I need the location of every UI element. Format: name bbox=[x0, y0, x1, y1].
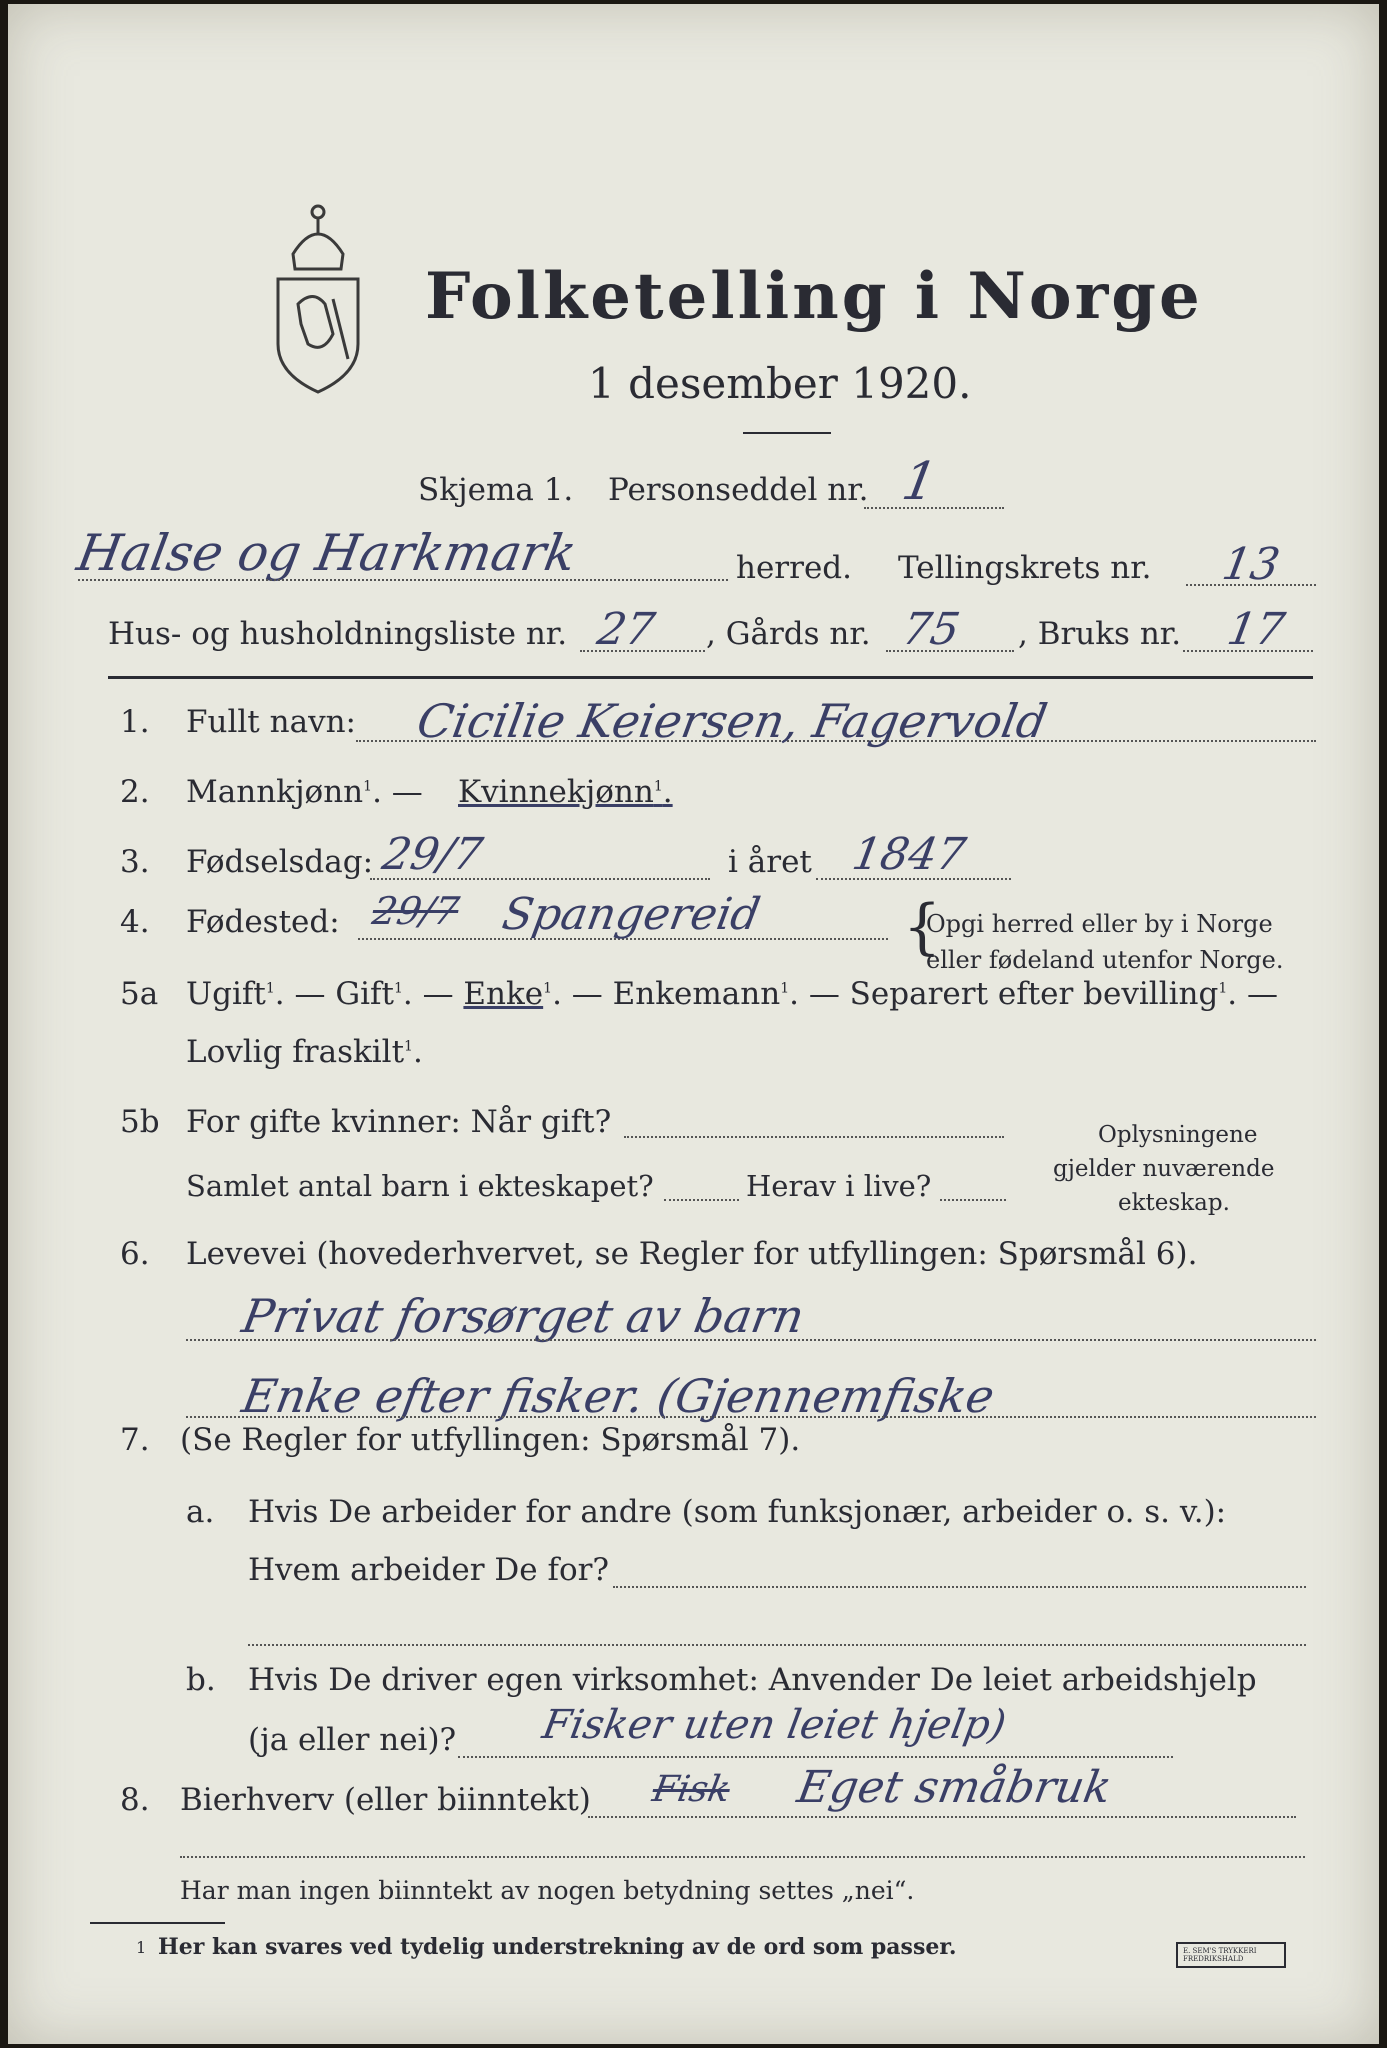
personseddel-label: Personseddel nr. bbox=[608, 472, 869, 508]
q2-number: 2. bbox=[120, 774, 150, 810]
q7-number: 7. bbox=[120, 1422, 150, 1458]
header-divider bbox=[108, 676, 1313, 679]
q5b-number: 5b bbox=[120, 1104, 160, 1140]
q4-number: 4. bbox=[120, 904, 150, 940]
employer-line bbox=[613, 1586, 1306, 1588]
gards-value: 75 bbox=[898, 604, 964, 655]
marriage-note-2: gjelder nuværende bbox=[1053, 1156, 1275, 1182]
employer-line-2 bbox=[248, 1644, 1306, 1646]
q7a-number: a. bbox=[186, 1494, 215, 1530]
q3-label: Fødselsdag: bbox=[186, 844, 374, 880]
printer-stamp: E. SEM'S TRYKKERI FREDRIKSHALD bbox=[1176, 1942, 1286, 1968]
alive-label: Herav i live? bbox=[746, 1169, 932, 1203]
q8-number: 8. bbox=[120, 1782, 150, 1818]
divorced-label: Lovlig fraskilt$^1$. bbox=[186, 1034, 423, 1070]
male-label: Mannkjønn$^1$. — bbox=[186, 774, 423, 810]
year-label: i året bbox=[728, 844, 812, 880]
herred-label: herred. bbox=[736, 550, 852, 586]
footnote-text: Her kan svares ved tydelig understrekning av de ord som passer. bbox=[158, 1934, 957, 1960]
personseddel-line bbox=[864, 507, 1004, 509]
side-income-value: Eget småbruk bbox=[793, 1762, 1116, 1813]
children-label: Samlet antal barn i ekteskapet? bbox=[186, 1169, 654, 1203]
bruks-value: 17 bbox=[1223, 604, 1289, 655]
married-when-line bbox=[624, 1136, 1004, 1138]
gards-label: , Gårds nr. bbox=[706, 616, 871, 652]
hired-help-value: Fisker uten leiet hjelp) bbox=[538, 1702, 1010, 1748]
tellingskrets-label: Tellingskrets nr. bbox=[898, 550, 1152, 586]
side-income-line bbox=[588, 1816, 1296, 1818]
q7b-number: b. bbox=[186, 1662, 216, 1698]
occupation-line-1: Privat forsørget av barn bbox=[238, 1289, 809, 1343]
side-income-line-2 bbox=[180, 1856, 1305, 1858]
marriage-note-1: Oplysningene bbox=[1098, 1122, 1258, 1148]
tellingskrets-value: 13 bbox=[1218, 539, 1284, 590]
brace: { bbox=[903, 892, 942, 962]
side-income-struck: Fisk bbox=[649, 1769, 734, 1810]
q7-label: (Se Regler for utfyllingen: Spørsmål 7). bbox=[180, 1422, 801, 1458]
q3-number: 3. bbox=[120, 844, 150, 880]
birthplace-note-1: Opgi herred eller by i Norge bbox=[926, 910, 1273, 938]
census-date: 1 desember 1920. bbox=[588, 359, 972, 408]
q5a-number: 5a bbox=[120, 976, 159, 1012]
birthday-value: 29/7 bbox=[378, 829, 487, 880]
q4-label: Fødested: bbox=[186, 904, 340, 940]
birthplace-note-2: eller fødeland utenfor Norge. bbox=[926, 946, 1284, 974]
married-when-label: For gifte kvinner: Når gift? bbox=[186, 1104, 612, 1140]
hired-help-line bbox=[458, 1756, 1173, 1758]
birthplace-struck: 29/7 bbox=[369, 889, 463, 933]
skjema-label: Skjema 1. bbox=[418, 472, 574, 508]
marriage-note-3: ekteskap. bbox=[1118, 1190, 1230, 1216]
female-label: Kvinnekjønn$^1$. bbox=[458, 774, 673, 810]
footnote-mark: 1 bbox=[136, 1938, 147, 1957]
herred-line bbox=[78, 579, 728, 581]
full-name-value: Cicilie Keiersen, Fagervold bbox=[413, 694, 1052, 748]
q6-label: Levevei (hovederhvervet, se Regler for utfyllingen: Spørsmål 6). bbox=[186, 1236, 1198, 1272]
title-divider bbox=[743, 432, 831, 434]
hus-label: Hus- og husholdningsliste nr. bbox=[108, 616, 568, 652]
occupation-rule-1 bbox=[186, 1339, 1316, 1341]
q7b-label-1: Hvis De driver egen virksomhet: Anvender De leiet arbeidshjelp bbox=[248, 1662, 1257, 1698]
alive-line bbox=[940, 1199, 1006, 1201]
norwegian-coat-of-arms-icon bbox=[263, 194, 373, 394]
footnote-divider bbox=[90, 1922, 225, 1924]
q7b-label-2: (ja eller nei)? bbox=[248, 1722, 457, 1758]
q1-number: 1. bbox=[120, 704, 150, 740]
birthplace-value: Spangereid bbox=[498, 889, 764, 940]
q6-number: 6. bbox=[120, 1236, 150, 1272]
no-income-note: Har man ingen biinntekt av nogen betydning settes „nei“. bbox=[180, 1876, 915, 1905]
form-title: Folketelling i Norge bbox=[425, 259, 1203, 334]
herred-value: Halse og Harkmark bbox=[72, 524, 581, 582]
q7a-label-2: Hvem arbeider De for? bbox=[248, 1552, 610, 1588]
occupation-line-2: Enke efter fisker. (Gjennemfiske bbox=[238, 1369, 999, 1423]
personseddel-value: 1 bbox=[897, 452, 942, 512]
children-line bbox=[664, 1199, 739, 1201]
marital-status-line: Ugift$^1$. — Gift$^1$. — Enke$^1$. — Enkemann$^1$. — Separert efter bevilling$^1$. — bbox=[186, 976, 1278, 1012]
birth-year-value: 1847 bbox=[848, 829, 970, 880]
q1-label: Fullt navn: bbox=[186, 704, 356, 740]
widow-option: Enke bbox=[463, 976, 544, 1012]
q8-label: Bierhverv (eller biinntekt) bbox=[180, 1782, 591, 1818]
bruks-label: , Bruks nr. bbox=[1018, 616, 1182, 652]
q7a-label-1: Hvis De arbeider for andre (som funksjonær, arbeider o. s. v.): bbox=[248, 1494, 1227, 1530]
hus-value: 27 bbox=[593, 604, 659, 655]
occupation-rule-2 bbox=[186, 1416, 1316, 1418]
census-form-sheet bbox=[8, 4, 1379, 2044]
